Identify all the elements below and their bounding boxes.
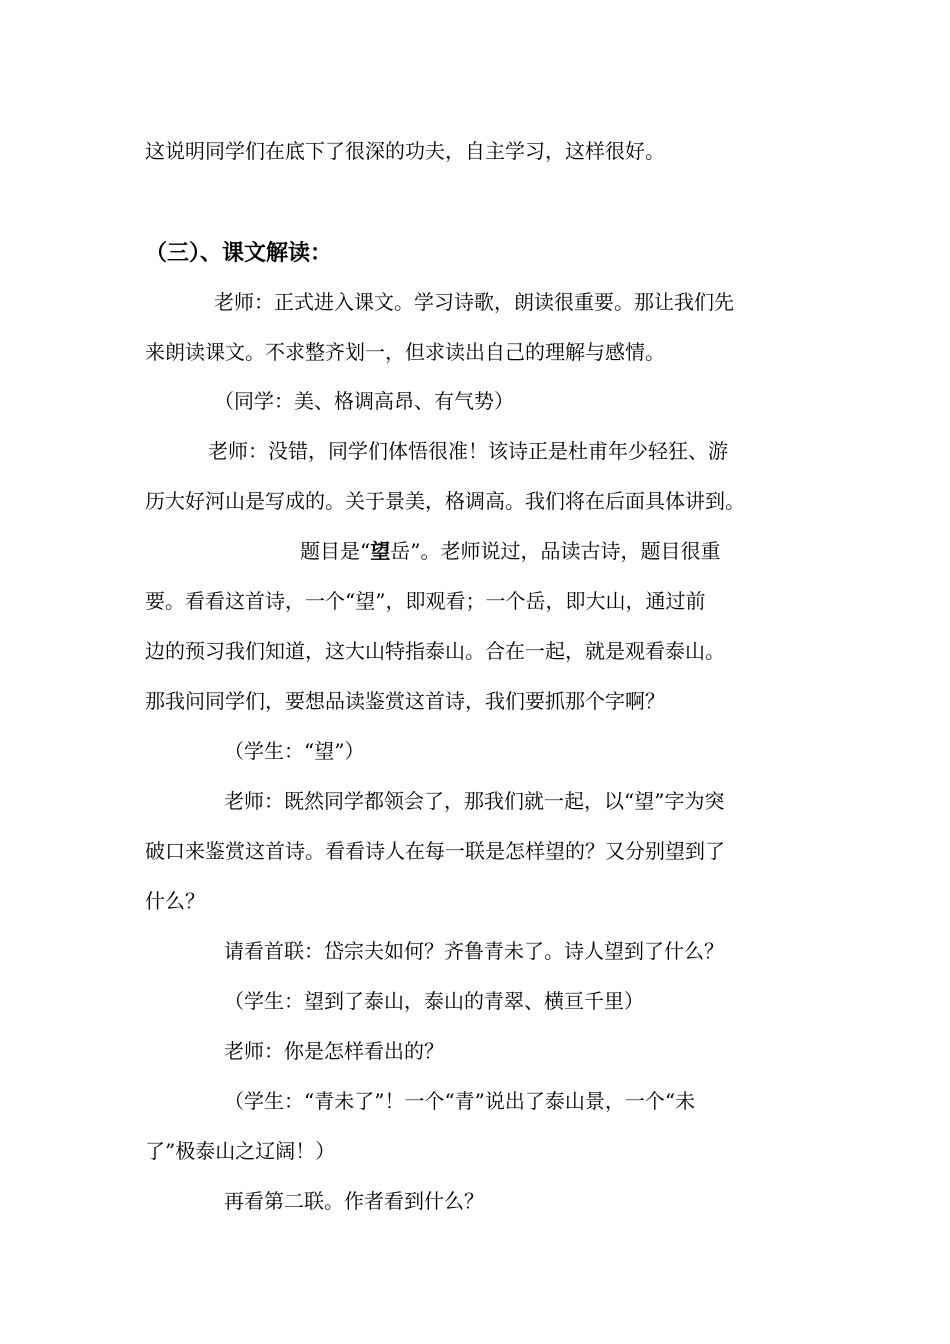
paragraph-line — [300, 537, 810, 565]
student-response: 了”极泰山之辽阔！） — [145, 1139, 336, 1163]
paragraph-line: 来朗读课文。不求整齐划一，但求读出自己的理解与感情。 — [145, 340, 665, 364]
section-heading: （三）、课文解读： — [145, 240, 333, 266]
paragraph-line: 那我问同学们，要想品读鉴赏这首诗，我们要抓那个字啊？ — [145, 689, 665, 713]
paragraph-line: 要。看看这首诗，一个“望”，即观看；一个岳，即大山，通过前 — [145, 589, 706, 613]
paragraph-line: 老师：正式进入课文。学习诗歌，朗读很重要。那让我们先 — [214, 290, 734, 314]
paragraph-line: 这说明同学们在底下了很深的功夫，自主学习，这样很好。 — [145, 139, 665, 163]
paragraph-line: 老师：你是怎样看出的？ — [224, 1039, 444, 1063]
student-response: （学生：“望”） — [224, 739, 365, 763]
paragraph-line: 什么？ — [145, 889, 205, 913]
student-response: （学生：望到了泰山，泰山的青翠、横亘千里） — [224, 989, 644, 1013]
title-prefix: 题目是“ — [300, 539, 371, 563]
bold-character: 望 — [370, 539, 391, 563]
paragraph-line: 老师：没错，同学们体悟很准！该诗正是杜甫年少轻狂、游 — [208, 439, 728, 463]
paragraph-line: 破口来鉴赏这首诗。看看诗人在每一联是怎样望的？又分别望到了 — [145, 839, 725, 863]
paragraph-line: 再看第二联。作者看到什么？ — [224, 1189, 484, 1213]
title-suffix: 岳”。老师说过，品读古诗，题目很重 — [390, 539, 721, 563]
paragraph-line: 老师：既然同学都领会了，那我们就一起，以“望”字为突 — [224, 789, 725, 813]
student-response: （学生：“青未了”！一个“青”说出了泰山景，一个“未 — [224, 1089, 696, 1113]
paragraph-line: 请看首联：岱宗夫如何？齐鲁青未了。诗人望到了什么？ — [224, 939, 724, 963]
paragraph-line: 历大好河山是写成的。关于景美，格调高。我们将在后面具体讲到。 — [145, 489, 745, 513]
student-response: （同学：美、格调高昂、有气势） — [214, 389, 514, 413]
paragraph-line: 边的预习我们知道，这大山特指泰山。合在一起，就是观看泰山。 — [145, 639, 725, 663]
